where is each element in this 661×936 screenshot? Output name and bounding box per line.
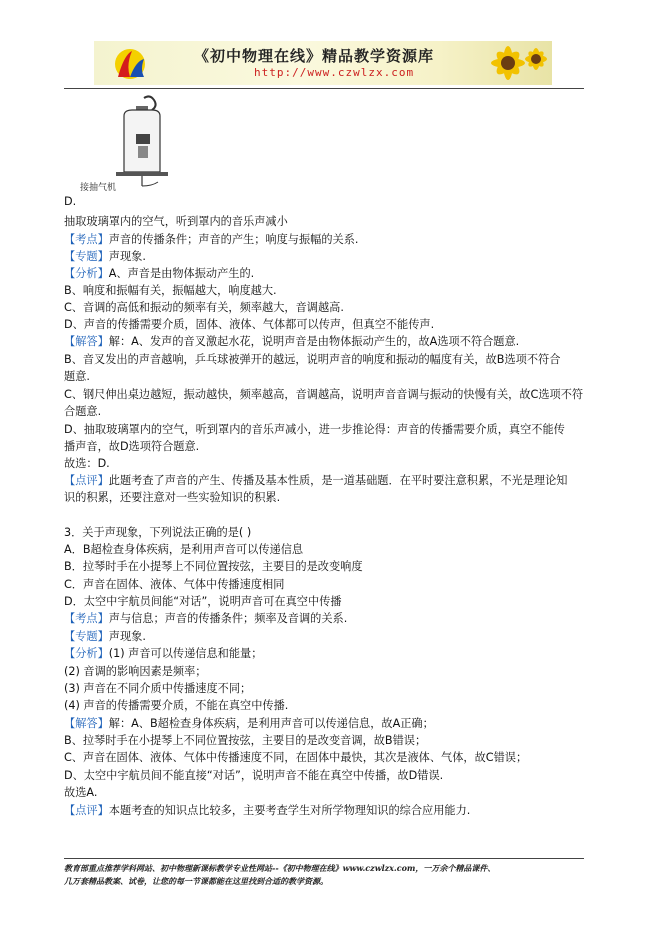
line-text: 抽取玻璃罩内的空气，听到罩内的音乐声减小 [64, 215, 288, 228]
section-tag: 【考点】 [64, 612, 109, 625]
line-text: D、抽取玻璃罩内的空气，听到罩内的音乐声减小，进一步推论得：声音的传播需要介质，真空不能传 [64, 423, 565, 436]
text-line [64, 351, 560, 368]
text-line [64, 524, 251, 541]
section-tag: 【解答】 [64, 335, 109, 348]
line-text: 合题意. [64, 405, 102, 418]
line-text: 解：A、发声的音叉激起水花，说明声音是由物体振动产生的，故A选项不符合题意. [108, 335, 520, 348]
section-tag: 【专题】 [64, 250, 109, 263]
footer-divider [64, 858, 584, 859]
line-text: D、太空中宇航员间不能直接“对话”，说明声音不能在真空中传播，故D错误. [64, 769, 444, 782]
line-text: B、音叉发出的声音越响，乒乓球被弹开的越远，说明声音的响度和振动的幅度有关，故B选项不符合 [64, 353, 561, 366]
text-line [64, 333, 519, 350]
text-line [64, 697, 288, 714]
line-text: C、音调的高低和振动的频率有关，频率越大，音调越高. [64, 301, 344, 314]
text-line [64, 368, 90, 385]
line-text: 本题考查的知识点比较多，主要考查学生对所学物理知识的综合应用能力. [108, 804, 471, 817]
text-line [64, 231, 358, 248]
text-line [64, 403, 101, 420]
text-line [64, 472, 567, 489]
banner-title: 《初中物理在线》精品教学资源库 [194, 47, 435, 65]
line-text: 题意. [64, 370, 90, 383]
text-line [64, 541, 303, 558]
line-text: 故选A. [64, 786, 98, 799]
text-line [64, 265, 254, 282]
text-line [64, 438, 199, 455]
text-line [64, 767, 443, 784]
text-line [64, 749, 527, 766]
line-text: A、声音是由物体振动产生的. [108, 267, 255, 280]
line-text: 声音的传播条件；声音的产生；响度与振幅的关系. [108, 233, 359, 246]
line-text: 识的积累，还要注意对一些实验知识的积累. [64, 491, 281, 504]
line-text: C、声音在固体、液体、气体中传播速度不同，在固体中最快，其次是液体、气体，故C错误； [64, 751, 528, 764]
line-text: D．太空中宇航员间能“对话”，说明声音可在真空中传播 [64, 595, 342, 608]
text-line [64, 421, 565, 438]
text-line [64, 558, 363, 575]
text-line [64, 593, 342, 610]
sunflower-icon [484, 43, 550, 83]
text-line [64, 282, 277, 299]
line-text: 声现象. [108, 630, 146, 643]
section-tag: 【考点】 [64, 233, 109, 246]
line-text: D. [64, 195, 77, 208]
line-text: (4) 声音的传播需要介质，不能在真空中传播. [64, 699, 289, 712]
line-text: 故选：D. [64, 457, 110, 470]
line-text: 解：A、B超检查身体疾病，是利用声音可以传递信息，故A正确； [108, 717, 434, 730]
header-divider [64, 88, 584, 89]
text-line [64, 316, 434, 333]
line-text: (3) 声音在不同介质中传播速度不同； [64, 682, 252, 695]
text-line [64, 680, 251, 697]
line-text: D、声音的传播需要介质，固体、液体、气体都可以传声，但真空不能传声. [64, 318, 435, 331]
text-line [64, 193, 76, 210]
line-text: 此题考查了声音的产生、传播及基本性质，是一道基础题．在平时要注意积累，不光是理论知 [108, 474, 568, 487]
line-text: (1) 声音可以传递信息和能量； [108, 647, 263, 660]
section-tag: 【分析】 [64, 267, 109, 280]
text-line [64, 802, 470, 819]
text-line [64, 645, 262, 662]
text-line [64, 784, 97, 801]
text-line [64, 732, 426, 749]
text-line [64, 248, 146, 265]
text-line [64, 299, 344, 316]
text-line [64, 455, 110, 472]
footer-line-1: 教育部重点推荐学科网站、初中物理新课标教学专业性网站--《初中物理在线》www.czwlzx.com，一万余个精品课件、 [64, 863, 496, 873]
line-text: C．声音在固体、液体、气体中传播速度相同 [64, 578, 285, 591]
text-line [64, 576, 284, 593]
section-tag: 【点评】 [64, 474, 109, 487]
text-line [64, 386, 583, 403]
line-text: A．B超检查身体疾病，是利用声音可以传递信息 [64, 543, 304, 556]
text-line [64, 213, 288, 230]
text-line [64, 489, 280, 506]
footer-line-2: 几万套精品教案、试卷，让您的每一节课都能在这里找到合适的教学资源。 [64, 876, 328, 886]
line-text: (2) 音调的影响因素是频率； [64, 665, 207, 678]
site-logo-icon [110, 47, 150, 81]
line-text: B、拉琴时手在小提琴上不同位置按弦，主要目的是改变音调，故B错误； [64, 734, 427, 747]
section-tag: 【专题】 [64, 630, 109, 643]
text-line [64, 610, 347, 627]
text-line [64, 628, 146, 645]
section-tag: 【分析】 [64, 647, 109, 660]
bell-jar-figure [78, 94, 198, 194]
line-text: 声与信息；声音的传播条件；频率及音调的关系. [108, 612, 348, 625]
text-line [64, 715, 434, 732]
section-tag: 【解答】 [64, 717, 109, 730]
header-banner [94, 41, 552, 85]
banner-url[interactable]: http://www.czwlzx.com [254, 66, 415, 79]
figure-label: 接抽气机 [80, 183, 117, 193]
line-text: C、钢尺伸出桌边越短，振动越快，频率越高，音调越高，说明声音音调与振动的快慢有关，故C选项不符 [64, 388, 584, 401]
line-text: 声现象. [108, 250, 146, 263]
section-tag: 【点评】 [64, 804, 109, 817]
line-text: B．拉琴时手在小提琴上不同位置按弦，主要目的是改变响度 [64, 560, 363, 573]
line-text: 3．关于声现象，下列说法正确的是( ) [64, 526, 252, 539]
line-text: B、响度和振幅有关，振幅越大，响度越大. [64, 284, 277, 297]
line-text: 播声音，故D选项符合题意. [64, 440, 200, 453]
text-line [64, 663, 206, 680]
